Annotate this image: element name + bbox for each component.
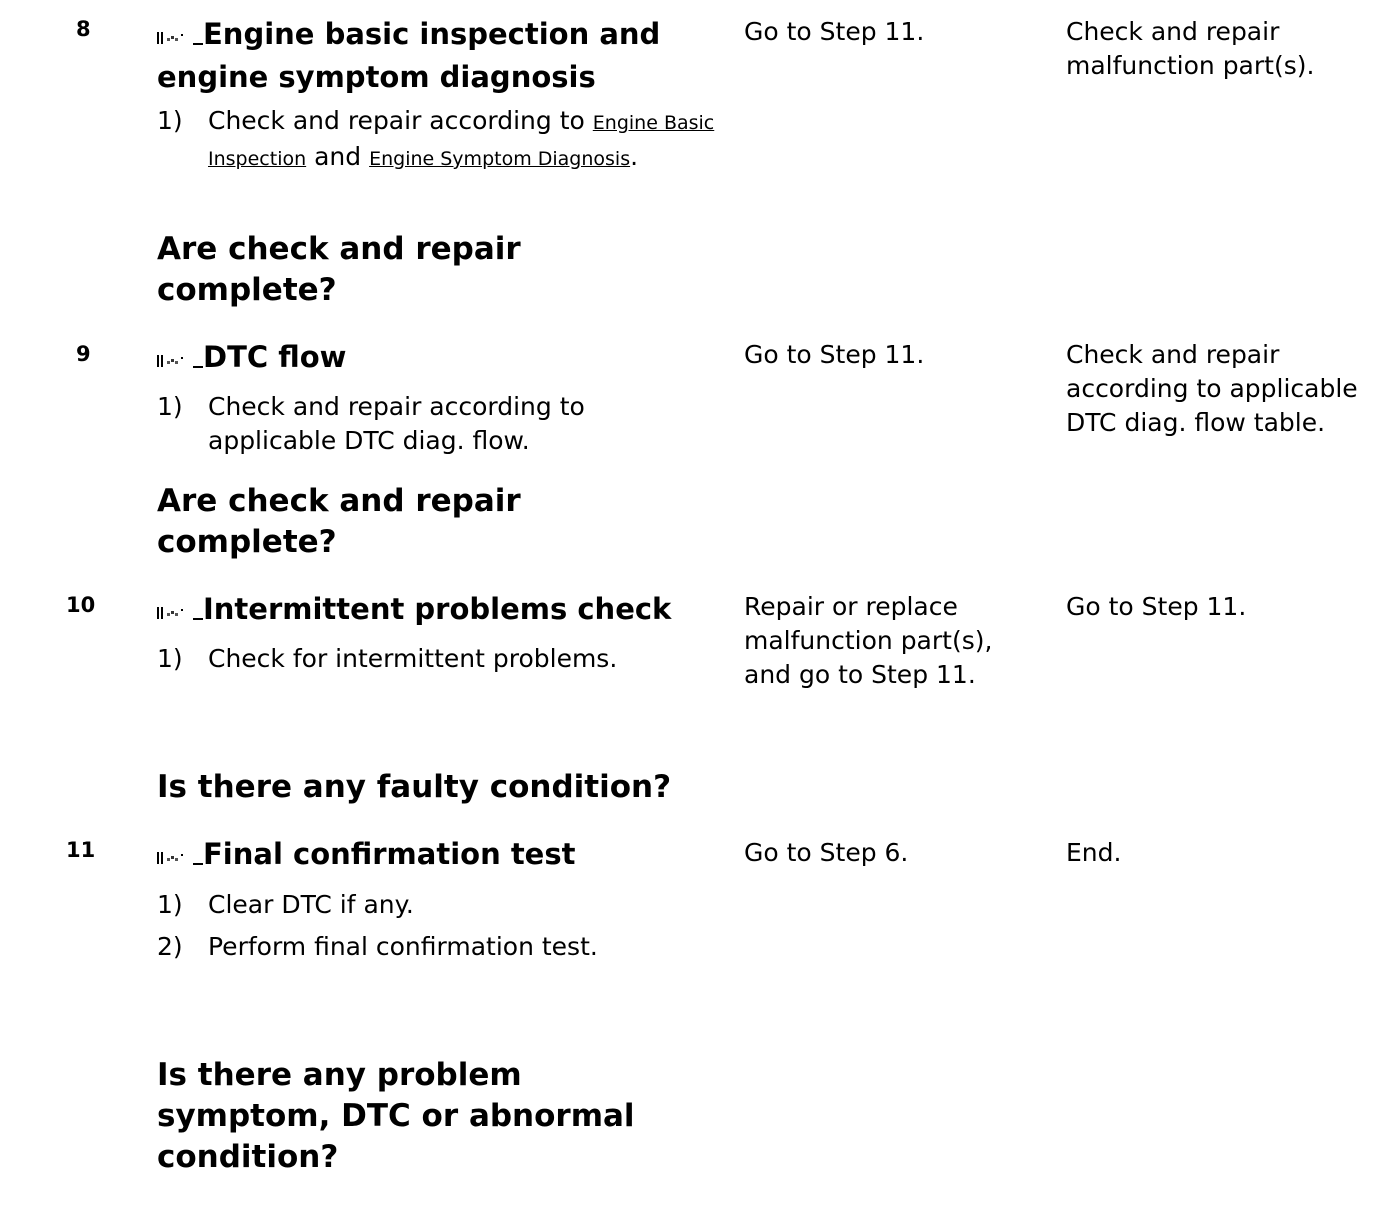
instruction-item [157, 390, 727, 458]
item-text: Clear DTC if any. [208, 890, 414, 919]
item-number: 1) [157, 644, 183, 673]
item-text: Perform final confirmation test. [208, 932, 598, 961]
tool-icon [157, 846, 203, 866]
no-action: End. [1066, 838, 1122, 867]
step-row-8 [0, 0, 1392, 330]
item-text-start: Check and repair according to [208, 106, 585, 135]
item-text: Check and repair according to applicable DTC diag. flow. [208, 392, 585, 455]
yes-action: Repair or replace malfunction part(s), and go to Step 11. [744, 592, 993, 689]
step-title [157, 588, 727, 631]
instruction-item [157, 930, 727, 964]
step-number: 10 [66, 593, 96, 617]
tool-icon [157, 601, 203, 621]
step-number: 9 [76, 342, 91, 366]
no-action: Check and repair according to applicable DTC diag. flow table. [1066, 340, 1358, 437]
engine-symptom-diagnosis-link[interactable]: Engine Symptom Diagnosis [369, 148, 631, 170]
step-title [157, 13, 727, 99]
step-question: Are check and repair complete? [157, 231, 521, 308]
item-text-mid: and [314, 142, 362, 171]
item-number: 1) [157, 106, 183, 135]
item-text [208, 104, 727, 176]
engine-basic-inspection-link[interactable]: Engine Basic Inspection [208, 112, 715, 170]
step-title-text: Final confirmation test [203, 837, 576, 871]
instruction-item [157, 642, 727, 676]
step-number: 8 [76, 17, 91, 41]
step-title [157, 336, 727, 379]
step-title-text: Engine basic inspection and engine symptom diagnosis [157, 17, 661, 94]
instruction-item [157, 104, 727, 176]
step-title-text: Intermittent problems check [203, 592, 672, 626]
step-title [157, 833, 727, 876]
step-row-11 [0, 830, 1392, 1224]
step-number: 11 [66, 838, 96, 862]
step-row-10 [0, 580, 1392, 830]
no-action: Go to Step 11. [1066, 592, 1247, 621]
no-action: Check and repair malfunction part(s). [1066, 17, 1315, 80]
item-text-end: . [630, 142, 639, 171]
tool-icon [157, 349, 203, 369]
step-question: Are check and repair complete? [157, 483, 521, 560]
step-title-text: DTC flow [203, 340, 347, 374]
yes-action: Go to Step 6. [744, 838, 909, 867]
item-number: 1) [157, 392, 183, 421]
step-row-9 [0, 330, 1392, 580]
instruction-item [157, 888, 727, 922]
item-number: 2) [157, 932, 183, 961]
item-text: Check for intermittent problems. [208, 644, 618, 673]
yes-action: Go to Step 11. [744, 340, 925, 369]
step-question: Is there any faulty condition? [157, 769, 672, 805]
tool-icon [157, 26, 203, 46]
step-question: Is there any problem symptom, DTC or abnormal condition? [157, 1057, 635, 1175]
item-number: 1) [157, 890, 183, 919]
yes-action: Go to Step 11. [744, 17, 925, 46]
